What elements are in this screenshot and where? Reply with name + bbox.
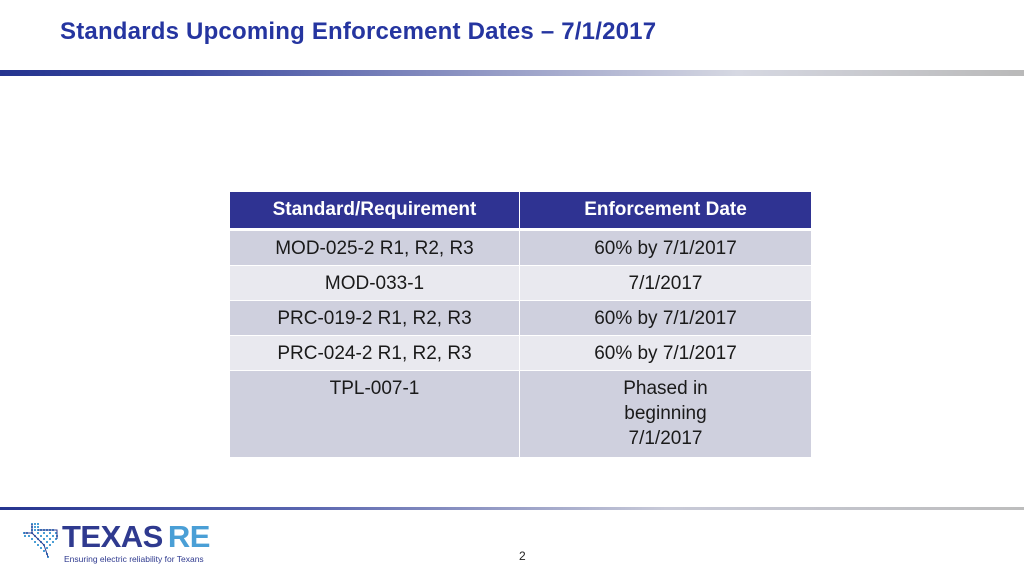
column-header-standard: Standard/Requirement — [230, 192, 520, 230]
enforcement-date-cell: Phased in beginning 7/1/2017 — [520, 371, 812, 458]
slide-title: Standards Upcoming Enforcement Dates – 7/1/2017 — [60, 18, 657, 45]
enforcement-date-cell: 60% by 7/1/2017 — [520, 301, 812, 336]
table-header-row — [230, 192, 812, 230]
standard-cell: PRC-024-2 R1, R2, R3 — [230, 336, 520, 371]
table-row — [230, 230, 812, 266]
page-number: 2 — [519, 549, 526, 563]
texas-re-logo — [22, 520, 212, 565]
column-header-enforcement-date: Enforcement Date — [520, 192, 812, 230]
enforcement-date-cell: 7/1/2017 — [520, 266, 812, 301]
standard-cell: PRC-019-2 R1, R2, R3 — [230, 301, 520, 336]
standard-cell: TPL-007-1 — [230, 371, 520, 458]
table-row — [230, 371, 812, 458]
enforcement-table — [229, 191, 812, 458]
logo-wordmark: TEXAS RE — [62, 519, 210, 554]
enforcement-date-cell: 60% by 7/1/2017 — [520, 336, 812, 371]
footer-divider — [0, 507, 1024, 510]
enforcement-date-cell: 60% by 7/1/2017 — [520, 230, 812, 266]
table-row — [230, 266, 812, 301]
texas-map-grid-icon — [22, 522, 62, 562]
standard-cell: MOD-025-2 R1, R2, R3 — [230, 230, 520, 266]
table-row — [230, 301, 812, 336]
logo-tagline: Ensuring electric reliability for Texans — [64, 554, 204, 564]
standard-cell: MOD-033-1 — [230, 266, 520, 301]
table-row — [230, 336, 812, 371]
title-divider — [0, 70, 1024, 76]
